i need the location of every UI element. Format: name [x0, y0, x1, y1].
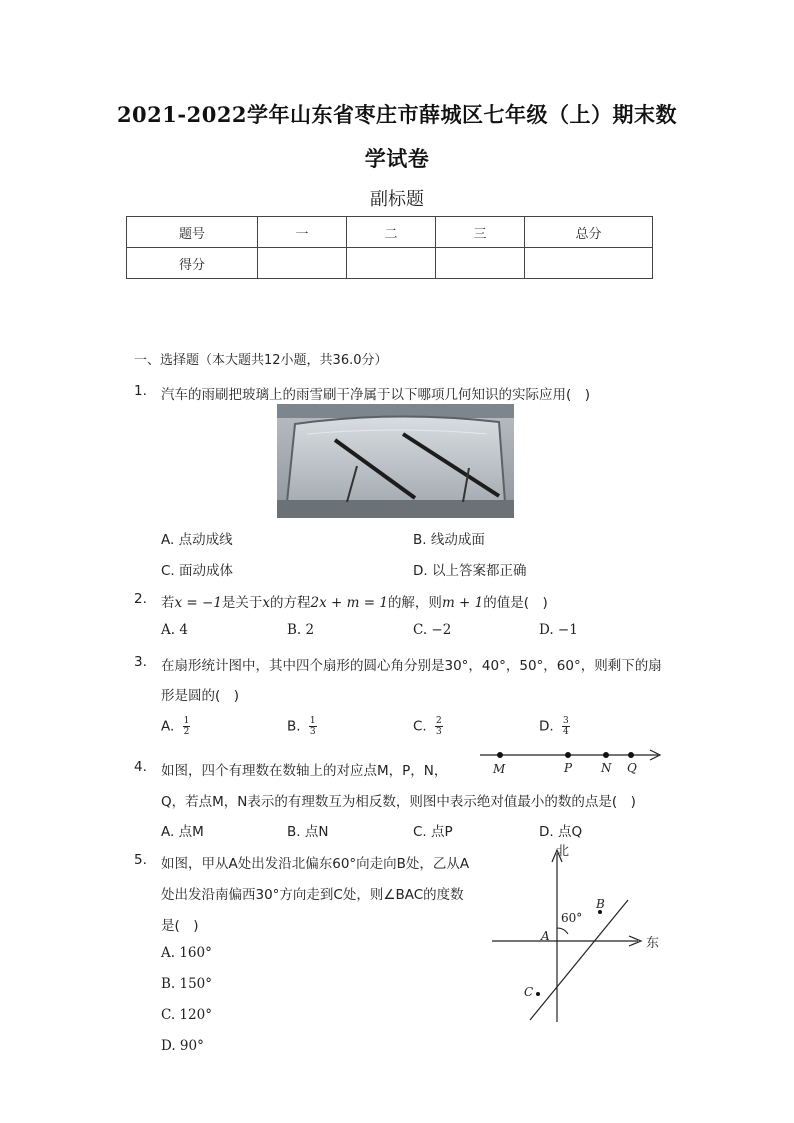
- question-5-text-line2: 处出发沿南偏西30°方向走到C处，则∠BAC的度数: [161, 887, 464, 903]
- fraction: [309, 716, 317, 737]
- score-table-header-row: [127, 217, 653, 248]
- q3-option-d[interactable]: [539, 716, 570, 737]
- label-n: N: [601, 761, 612, 775]
- score-table: [126, 216, 653, 279]
- q5-option-a[interactable]: A. 160°: [161, 945, 212, 961]
- q3-option-label: B.: [287, 718, 301, 735]
- q2-equation-3: m + 1: [441, 595, 484, 611]
- point-q: [628, 752, 634, 758]
- numerator: 3: [562, 716, 569, 726]
- q2-variable: x: [262, 595, 271, 611]
- q2-option-a[interactable]: A. 4: [161, 622, 188, 638]
- q2-text-part: 是关于: [221, 595, 263, 611]
- question-1-text: 汽车的雨刷把玻璃上的雨雪刷干净属于以下哪项几何知识的实际应用( ): [161, 387, 591, 403]
- denominator: 2: [183, 727, 190, 737]
- score-input-cell[interactable]: [525, 248, 653, 279]
- north-label: 北: [556, 844, 570, 859]
- question-number: 3.: [134, 654, 147, 670]
- q2-option-c[interactable]: C. −2: [413, 622, 452, 638]
- q4-option-c[interactable]: C. 点P: [413, 824, 453, 840]
- east-label: 东: [646, 936, 660, 951]
- point-p: [565, 752, 571, 758]
- angle-label: 60°: [561, 911, 583, 925]
- point-n: [603, 752, 609, 758]
- numerator: 1: [183, 716, 190, 726]
- point-c: [536, 992, 540, 996]
- angle-arc: [557, 928, 568, 934]
- section-heading: 一、选择题（本大题共12小题，共36.0分）: [134, 353, 388, 368]
- question-number: 4.: [134, 759, 147, 775]
- q2-equation-1: x = −1: [174, 595, 222, 611]
- score-input-cell[interactable]: [258, 248, 347, 279]
- score-input-cell[interactable]: [436, 248, 525, 279]
- score-table-score-row: [127, 248, 653, 279]
- q3-option-c[interactable]: [413, 716, 443, 737]
- numerator: 2: [436, 716, 442, 726]
- q5-option-d[interactable]: D. 90°: [161, 1038, 204, 1054]
- question-number: 5.: [134, 852, 147, 868]
- q5-option-c[interactable]: C. 120°: [161, 1007, 212, 1023]
- score-header-cell: 三: [436, 217, 525, 248]
- q1-option-d[interactable]: D. 以上答案都正确: [413, 563, 527, 579]
- q2-text-part: 的解，则: [387, 595, 442, 611]
- page-subtitle: 副标题: [370, 189, 424, 210]
- question-4-text-line2: Q，若点M，N表示的有理数互为相反数，则图中表示绝对值最小的数的点是( ): [161, 794, 636, 810]
- q3-option-label: A.: [161, 718, 175, 735]
- q2-option-d[interactable]: D. −1: [539, 622, 578, 638]
- label-b: B: [596, 897, 605, 911]
- q1-option-a[interactable]: A. 点动成线: [161, 532, 233, 548]
- page-title-line2: 学试卷: [364, 146, 430, 171]
- question-number: 1.: [134, 383, 147, 399]
- q2-text-part: 的值是( ): [483, 595, 548, 611]
- question-3-text-line1: 在扇形统计图中，其中四个扇形的圆心角分别是30°，40°，50°，60°，则剩下的扇: [161, 658, 662, 674]
- label-c: C: [524, 985, 534, 999]
- denominator: 3: [309, 727, 316, 737]
- q5-option-b[interactable]: B. 150°: [161, 976, 213, 992]
- numerator: 1: [309, 716, 316, 726]
- question-5-text-line3: 是( ): [161, 918, 199, 934]
- q2-equation-2: 2x + m = 1: [310, 595, 388, 611]
- denominator: 4: [562, 727, 569, 737]
- score-input-cell[interactable]: [347, 248, 436, 279]
- q3-option-a[interactable]: [161, 716, 190, 737]
- label-a: A: [541, 929, 550, 943]
- q2-text-part: 的方程: [270, 595, 311, 611]
- point-m: [497, 752, 503, 758]
- fraction: [183, 716, 191, 737]
- question-number: 2.: [134, 591, 147, 607]
- denominator: 3: [436, 727, 442, 737]
- label-p: P: [564, 761, 573, 775]
- q4-option-d[interactable]: D. 点Q: [539, 824, 583, 840]
- q2-option-b[interactable]: B. 2: [287, 622, 315, 638]
- question-4-text-line1: 如图，四个有理数在数轴上的对应点M，P，N，: [161, 763, 448, 779]
- q3-option-label: D.: [539, 718, 554, 735]
- question-2-text: [161, 591, 548, 611]
- q1-option-c[interactable]: C. 面动成体: [161, 563, 234, 579]
- q4-option-b[interactable]: B. 点N: [287, 824, 329, 840]
- fraction: [435, 716, 443, 737]
- q3-option-label: C.: [413, 718, 427, 735]
- number-line-figure: [478, 744, 664, 778]
- score-header-cell: 二: [347, 217, 436, 248]
- question-5-text-line1: 如图，甲从A处出发沿北偏东60°向走向B处，乙从A: [161, 856, 470, 872]
- q1-option-b[interactable]: B. 线动成面: [413, 532, 485, 548]
- score-header-cell: 题号: [127, 217, 258, 248]
- score-row-label: 得分: [127, 248, 258, 279]
- direction-angle-figure: [488, 840, 668, 1025]
- page-title-line1: 2021-2022学年山东省枣庄市薛城区七年级（上）期末数: [116, 102, 678, 127]
- q3-option-b[interactable]: [287, 716, 317, 737]
- label-m: M: [493, 762, 506, 776]
- score-header-cell: 总分: [525, 217, 653, 248]
- fraction: [562, 716, 570, 737]
- q4-option-a[interactable]: A. 点M: [161, 824, 204, 840]
- score-header-cell: 一: [258, 217, 347, 248]
- windshield-wiper-photo: [277, 404, 514, 518]
- label-q: Q: [627, 761, 637, 775]
- q2-text-part: 若: [161, 595, 175, 611]
- question-3-text-line2: 形是圆的( ): [161, 688, 240, 704]
